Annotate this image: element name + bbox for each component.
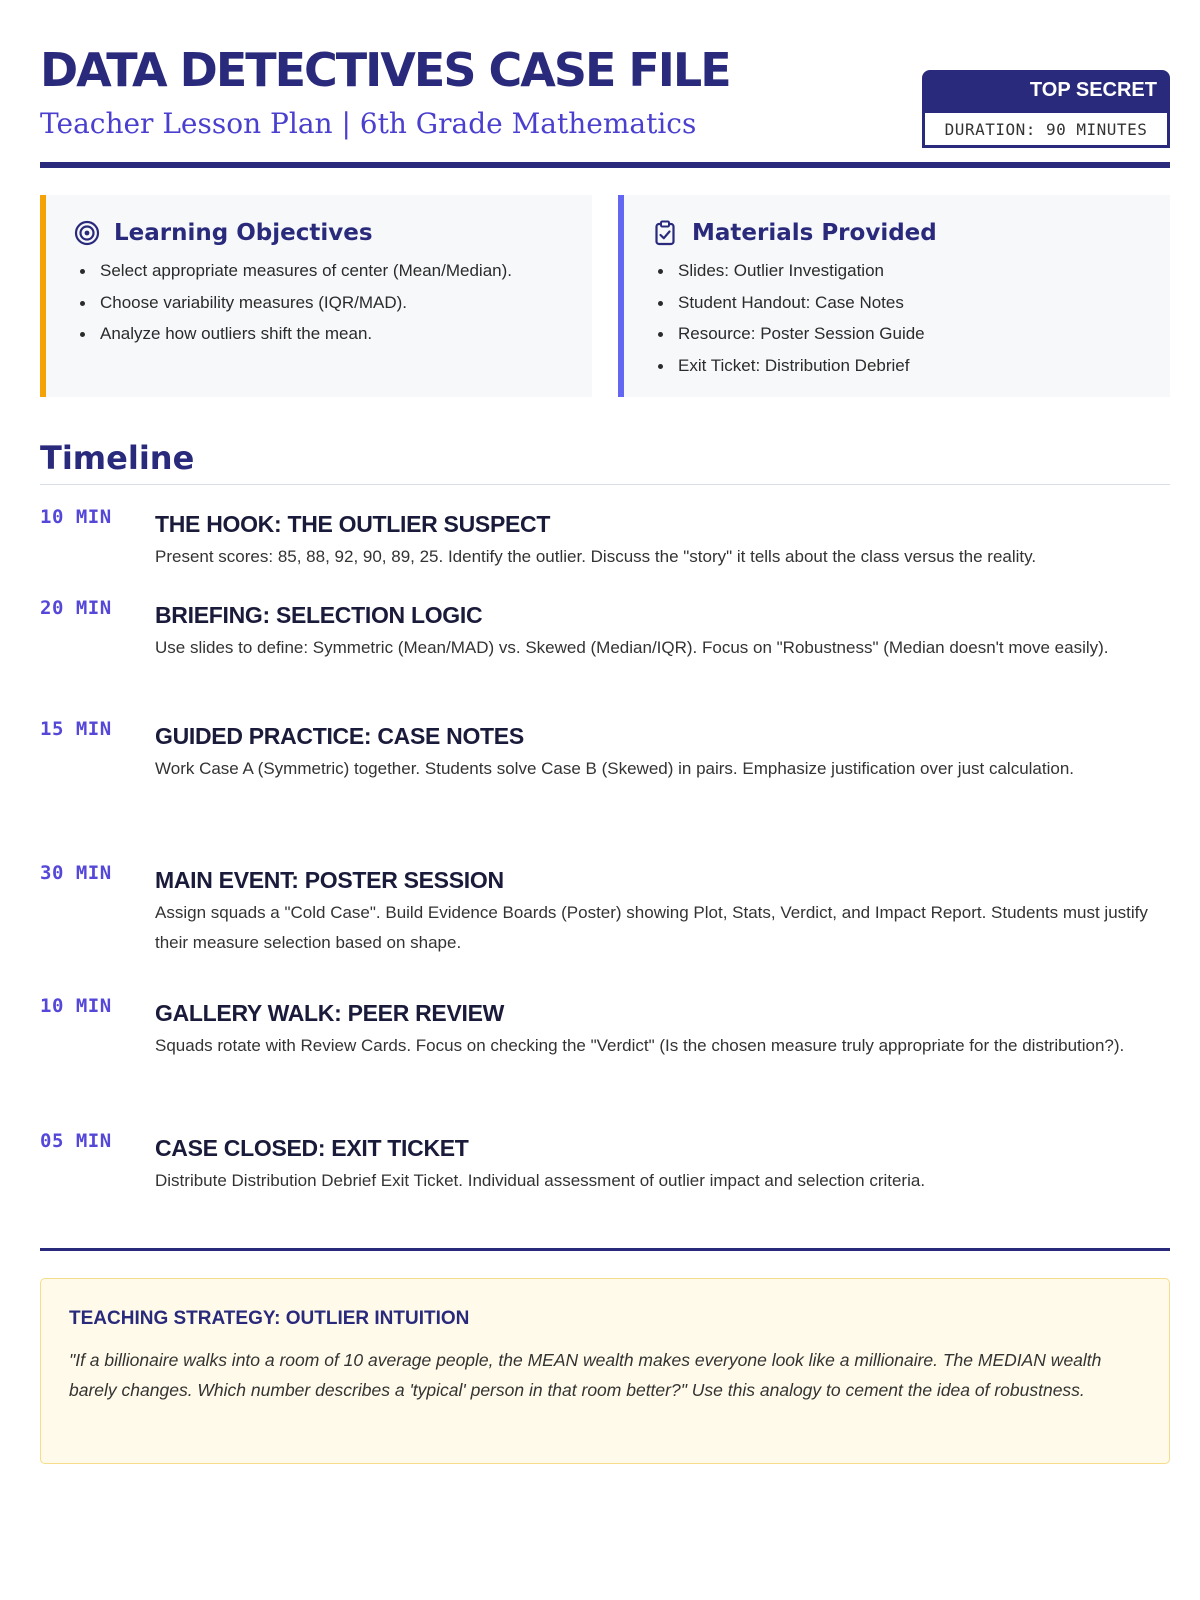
timeline-heading: THE HOOK: THE OUTLIER SUSPECT [155,511,551,537]
lesson-plan-page [40,0,1170,1600]
objective-item: Choose variability measures (IQR/MAD). [74,287,592,319]
strategy-title: TEACHING STRATEGY: OUTLIER INTUITION [69,1308,470,1329]
timeline-heading: BRIEFING: SELECTION LOGIC [155,602,483,628]
timeline-description: Use slides to define: Symmetric (Mean/MAD) vs. Skewed (Median/IQR). Focus on "Robustness" (Median doesn't move easily). [155,638,1109,657]
objectives-header [74,217,592,249]
timeline-duration: 10 MIN [40,506,112,528]
page-subtitle: Teacher Lesson Plan | 6th Grade Mathematics [40,107,697,140]
strategy-text: "If a billionaire walks into a room of 10 average people, the MEAN wealth makes everyone look like a millionaire. The MEDIAN wealth barely changes. Which number describes a 'typical' person in that room better?" Use this analogy to cement the idea of robustness. [69,1350,1102,1400]
timeline-description: Distribute Distribution Debrief Exit Ticket. Individual assessment of outlier impact and selection criteria. [155,1171,926,1190]
timeline-title: Timeline [40,439,195,477]
material-item: Exit Ticket: Distribution Debrief [652,350,1170,382]
materials-header [652,217,1170,249]
material-item: Slides: Outlier Investigation [652,255,1170,287]
materials-card [618,195,1170,397]
objectives-title: Learning Objectives [114,220,373,246]
objectives-card [40,195,592,397]
top-secret-label: TOP SECRET [925,73,1167,113]
material-item: Resource: Poster Session Guide [652,318,1170,350]
materials-title: Materials Provided [692,220,937,246]
timeline-duration: 15 MIN [40,718,112,740]
timeline-description: Present scores: 85, 88, 92, 90, 89, 25. Identify the outlier. Discuss the "story" it tells about the class versus the reality. [155,547,1037,566]
page-title: DATA DETECTIVES CASE FILE [40,43,730,97]
header [40,40,1170,168]
teaching-strategy-box [40,1278,1170,1464]
section-divider [40,1248,1170,1251]
timeline-divider [40,484,1170,485]
material-item: Student Handout: Case Notes [652,287,1170,319]
target-icon [74,220,100,246]
materials-list [652,255,1170,381]
timeline-heading: GUIDED PRACTICE: CASE NOTES [155,723,524,749]
duration-label: DURATION: 90 MINUTES [944,120,1148,139]
timeline-heading: GALLERY WALK: PEER REVIEW [155,1000,505,1026]
clipboard-check-icon [652,220,678,246]
timeline-heading: MAIN EVENT: POSTER SESSION [155,867,504,893]
objectives-list [74,255,592,350]
timeline-duration: 20 MIN [40,597,112,619]
timeline-description: Squads rotate with Review Cards. Focus on checking the "Verdict" (Is the chosen measure truly appropriate for the distribution?). [155,1036,1125,1055]
objective-item: Select appropriate measures of center (Mean/Median). [74,255,592,287]
timeline-duration: 30 MIN [40,862,112,884]
timeline-duration: 10 MIN [40,995,112,1017]
timeline-duration: 05 MIN [40,1130,112,1152]
classification-stamp [922,70,1170,148]
timeline-heading: CASE CLOSED: EXIT TICKET [155,1135,469,1161]
header-divider [40,162,1170,168]
objective-item: Analyze how outliers shift the mean. [74,318,592,350]
timeline-description: Assign squads a "Cold Case". Build Evidence Boards (Poster) showing Plot, Stats, Verdict, and Impact Report. Students must justify their measure selection based on shape. [155,903,1148,952]
timeline-description: Work Case A (Symmetric) together. Students solve Case B (Skewed) in pairs. Emphasize justification over just calculation. [155,759,1075,778]
